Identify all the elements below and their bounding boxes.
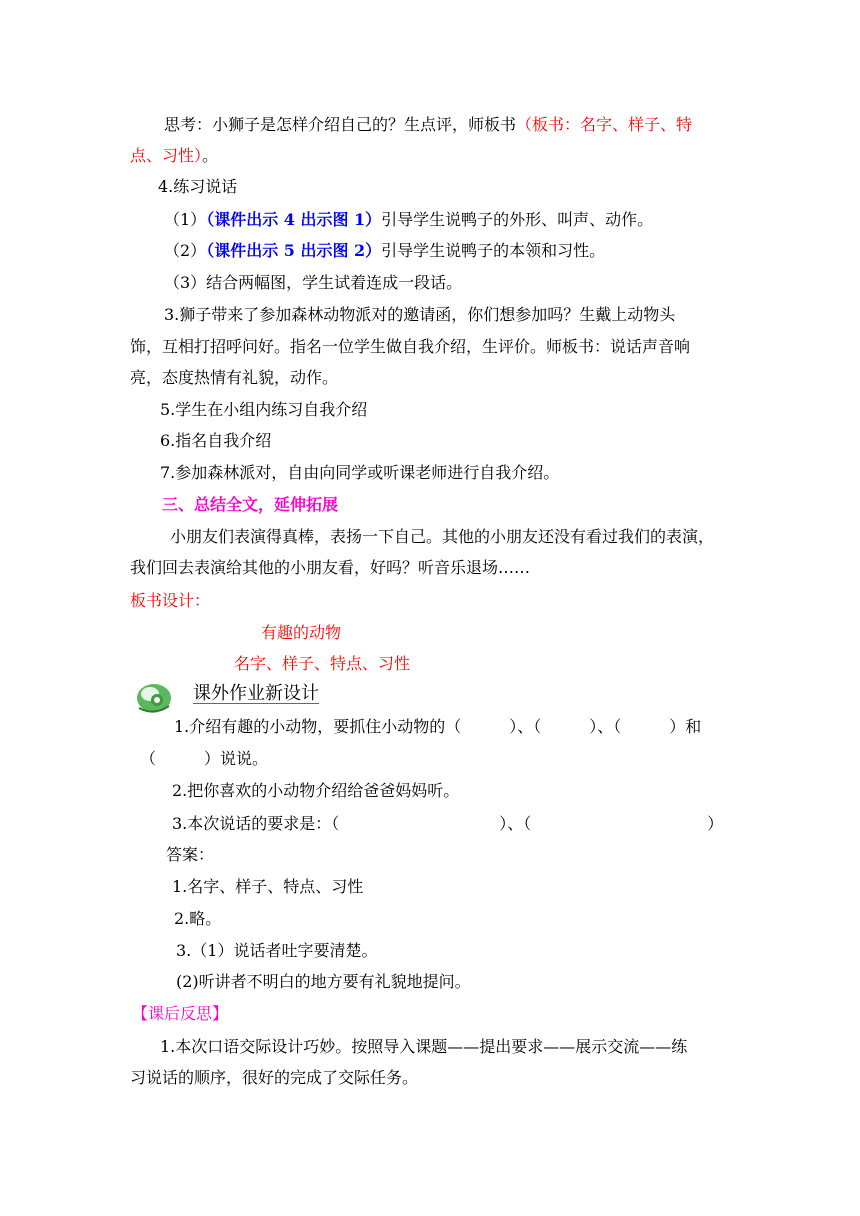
answer-3: 3.（1）说话者吐字要清楚。	[176, 941, 378, 960]
lion-line-2: 饰，互相打招呼问好。指名一位学生做自我介绍，生评价。师板书：说话声音响	[130, 337, 691, 356]
think-text: 思考：小狮子是怎样介绍自己的？生点评，师板书	[164, 115, 517, 134]
lion-line-3: 亮，态度热情有礼貌，动作。	[130, 368, 339, 387]
item-2-number: （2）	[164, 241, 207, 260]
practice-item-2	[164, 241, 605, 261]
homework-q2: 2.把你喜欢的小动物介绍给爸爸妈妈听。	[172, 781, 460, 800]
item-1-text: 引导学生说鸭子的外形、叫声、动作。	[381, 210, 654, 229]
summary-line-2: 我们回去表演给其他的小朋友看，好吗？听音乐退场……	[130, 558, 531, 577]
summary-line-1: 小朋友们表演得真棒，表扬一下自己。其他的小朋友还没有看过我们的表演，	[170, 527, 715, 546]
think-period: 。	[202, 146, 219, 165]
board-items: 名字、样子、特点、习性	[234, 654, 411, 673]
homework-q1-line-2: （ ）说说。	[140, 749, 269, 768]
homework-q3: 3.本次说话的要求是：（ ）、（ ）	[172, 814, 724, 833]
think-line-2	[130, 146, 218, 166]
reflection-label: 【课后反思】	[132, 1004, 229, 1023]
homework-q1-line-1: 1.介绍有趣的小动物，要抓住小动物的（ ）、（ ）、（ ）和	[174, 717, 702, 736]
item-2-text: 引导学生说鸭子的本领和习性。	[381, 241, 606, 260]
item-1-number: （1）	[164, 210, 207, 229]
reflection-line-2: 习说话的顺序，很好的完成了交际任务。	[130, 1068, 419, 1087]
step-6: 6.指名自我介绍	[160, 431, 272, 450]
answers-label: 答案：	[166, 845, 215, 864]
board-design-label: 板书设计：	[130, 591, 211, 610]
board-note-red-cont: 点、习性）	[130, 146, 203, 165]
summary-heading: 三、总结全文，延伸拓展	[162, 495, 339, 514]
board-note-red: （板书：名字、样子、特	[516, 115, 693, 134]
courseware-note-2: （课件出示 5 出示图 2）	[206, 241, 382, 260]
lion-line-1: 3.狮子带来了参加森林动物派对的邀请函，你们想参加吗？生戴上动物头	[164, 305, 676, 324]
board-title: 有趣的动物	[261, 623, 342, 642]
practice-item-1	[164, 210, 653, 230]
step-5: 5.学生在小组内练习自我介绍	[160, 400, 368, 419]
answer-2: 2.略。	[174, 909, 222, 928]
courseware-note-1: （课件出示 4 出示图 1）	[206, 210, 382, 229]
step-7: 7.参加森林派对，自由向同学或听课老师进行自我介绍。	[160, 463, 560, 482]
answer-3b: (2)听讲者不明白的地方要有礼貌地提问。	[176, 972, 471, 991]
practice-item-3: （3）结合两幅图，学生试着连成一段话。	[164, 273, 463, 292]
reflection-line-1: 1.本次口语交际设计巧妙。按照导入课题——提出要求——展示交流——练	[160, 1037, 688, 1056]
answer-1: 1.名字、样子、特点、习性	[172, 877, 364, 896]
homework-title: 课外作业新设计	[193, 683, 319, 704]
practice-heading: 4.练习说话	[158, 177, 238, 196]
think-line-1	[164, 115, 692, 135]
leaf-icon	[135, 680, 173, 714]
